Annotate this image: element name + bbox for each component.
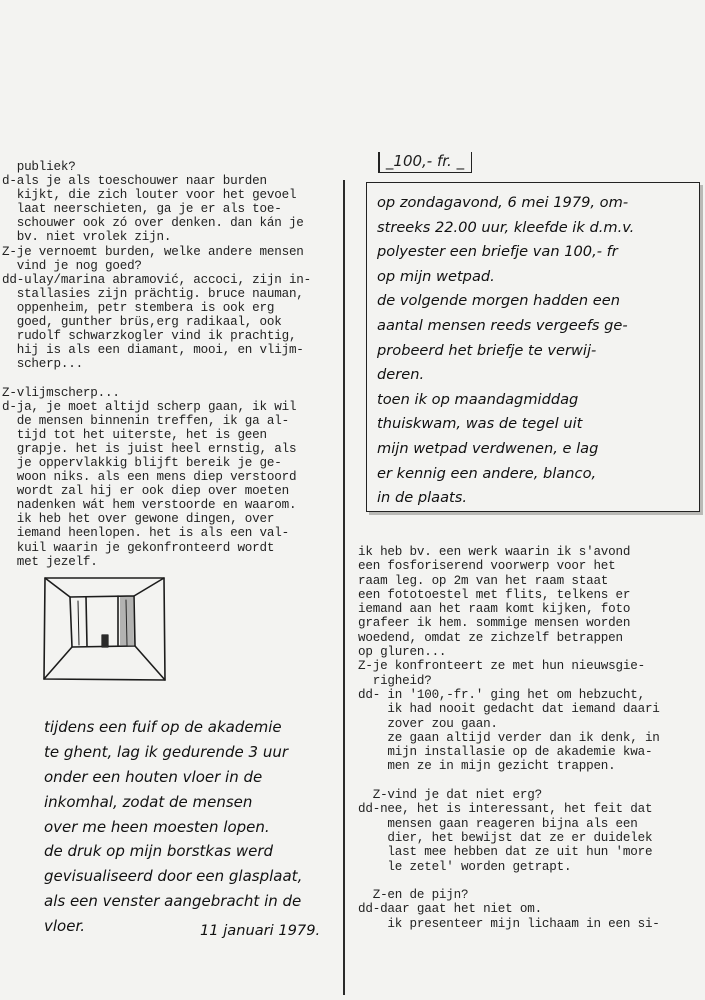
left-text-line: tijd tot het uiterste, het is geen <box>2 427 267 442</box>
left-text-line <box>2 371 311 385</box>
left-text-line: kijkt, die zich louter voor het gevoel <box>2 188 297 203</box>
left-text-line: ik heb het over gewone dingen, over <box>2 512 275 527</box>
right-text-line: le zetel' worden getrapt. <box>358 859 572 874</box>
right-text-line: op gluren... <box>358 645 447 660</box>
box-note-line: op zondagavond, 6 mei 1979, om- <box>377 194 629 211</box>
left-text-line: met jezelf. <box>2 554 98 569</box>
box-note-line: streeks 22.00 uur, kleefde ik d.m.v. <box>377 218 635 236</box>
left-text-line: publiek? <box>2 160 76 174</box>
box-note-line: deren. <box>377 366 425 384</box>
right-text-line: ik heb bv. een werk waarin ik s'avond <box>358 545 631 559</box>
right-text-line: ik presenteer mijn lichaam in een si- <box>358 916 660 931</box>
box-note-line: op mijn wetpad. <box>377 267 495 285</box>
floor-sketch-drawing <box>42 575 168 683</box>
left-text-line: oppenheim, petr stembera is ook erg <box>2 300 275 315</box>
left-text-line: Z-vlijmscherp... <box>2 385 120 400</box>
right-text-line: righeid? <box>358 673 432 688</box>
right-text-line: ik had nooit gedacht dat iemand daari <box>358 702 660 717</box>
box-note-line: in de plaats. <box>377 489 467 507</box>
box-note-line: polyester een briefje van 100,- fr <box>377 243 618 261</box>
right-text-line: dd-nee, het is interessant, het feit dat <box>358 802 653 817</box>
caption-line: over me heen moesten lopen. <box>44 817 270 836</box>
caption-line: de druk op mijn borstkas werd <box>44 842 274 861</box>
right-text-line: Z-vind je dat niet erg? <box>358 788 542 803</box>
caption-line: vloer. <box>44 917 86 936</box>
price-label: _100,- fr. _ <box>378 150 472 173</box>
left-text-line: iemand heenlopen. het is als een val- <box>2 526 289 541</box>
box-note-line: er kennig een andere, blanco, <box>377 464 597 482</box>
left-text-line: goed, gunther brüs,erg radikaal, ook <box>2 315 282 330</box>
right-text-line: woedend, omdat ze zichzelf betrappen <box>358 630 623 645</box>
left-text-line: scherp... <box>2 357 83 372</box>
box-note-line: mijn wetpad verdwenen, e lag <box>377 439 599 457</box>
left-text-line: vind je nog goed? <box>2 258 142 273</box>
box-note-line: probeerd het briefje te verwij- <box>377 341 597 359</box>
right-text-line: men ze in mijn gezicht trappen. <box>358 759 616 774</box>
caption-line: te ghent, lag ik gedurende 3 uur <box>44 742 289 761</box>
left-text-line: d-ja, je moet altijd scherp gaan, ik wil <box>2 399 297 414</box>
right-text-line: last mee hebben dat ze uit hun 'more <box>358 845 653 860</box>
left-text-line: je oppervlakkig blijft bereik je ge- <box>2 455 282 470</box>
caption-date: 11 januari 1979. <box>200 922 321 939</box>
caption-line: tijdens een fuif op de akademie <box>44 718 282 736</box>
right-text-line: een fosforiserend voorwerp voor het <box>358 559 616 574</box>
left-text-line: d-als je als toeschouwer naar burden <box>2 174 267 189</box>
box-note-line: de volgende morgen hadden een <box>377 292 620 310</box>
caption-line: inkomhal, zodat de mensen <box>44 792 253 811</box>
right-text-line: dd- in '100,-fr.' ging het om hebzucht, <box>358 687 645 702</box>
right-text-line: zover zou gaan. <box>358 716 498 731</box>
right-text-line <box>358 774 660 788</box>
box-note-line: thuiskwam, was de tegel uit <box>377 415 583 433</box>
left-text-line: wordt zal hij er ook diep over moeten <box>2 484 289 499</box>
right-text-line: ze gaan altijd verder dan ik denk, in <box>358 730 660 745</box>
left-text-line: kuil waarin je gekonfronteerd wordt <box>2 540 275 555</box>
room-perspective-sketch <box>42 575 168 683</box>
left-text-line: bv. niet vrolek zijn. <box>2 230 172 245</box>
right-text-line: Z-je konfronteert ze met hun nieuwsgie- <box>358 659 645 674</box>
left-text-line: schouwer ook zó over denken. dan kán je <box>2 216 304 231</box>
box-note-text <box>377 191 634 511</box>
handwritten-caption <box>44 715 302 939</box>
right-text-line: dd-daar gaat het niet om. <box>358 902 542 917</box>
left-text-line: dd-ulay/marina abramović, accoci, zijn in- <box>2 272 312 287</box>
interview-text-right <box>358 545 660 931</box>
left-text-line: laat neerschieten, ga je er als toe- <box>2 202 282 217</box>
caption-line: als een venster aangebracht in de <box>44 892 302 911</box>
box-note-line: toen ik op maandagmiddag <box>377 390 579 408</box>
left-text-line: hij is als een diamant, mooi, en vlijm- <box>2 343 304 358</box>
caption-line: onder een houten vloer in de <box>44 767 263 786</box>
right-text-line: Z-en de pijn? <box>358 888 469 903</box>
handwritten-note-box <box>366 182 700 512</box>
right-text-line <box>358 874 660 888</box>
right-text-line: iemand aan het raam komt kijken, foto <box>358 602 631 617</box>
left-text-line: de mensen binnenin treffen, ik ga al- <box>2 413 289 428</box>
left-text-line: grapje. het is juist heel ernstig, als <box>2 441 297 456</box>
right-text-line: mijn installasie op de akademie kwa- <box>358 745 653 760</box>
caption-line: gevisualiseerd door een glasplaat, <box>44 867 303 886</box>
left-text-line: stallasies zijn prächtig. bruce nauman, <box>2 286 304 301</box>
right-text-line: een fototoestel met flits, telkens er <box>358 587 631 602</box>
right-text-line: dier, het bewijst dat ze er duidelek <box>358 830 653 845</box>
left-text-line: woon niks. als een mens diep verstoord <box>2 470 297 485</box>
box-note-line: aantal mensen reeds vergeefs ge- <box>377 316 628 334</box>
right-text-line: grafeer ik hem. sommige mensen worden <box>358 616 631 631</box>
right-text-line: raam leg. op 2m van het raam staat <box>358 573 609 588</box>
column-divider <box>343 180 345 995</box>
right-text-line: mensen gaan reageren bijna als een <box>358 816 638 831</box>
left-text-line: nadenken wát hem verstoorde en waarom. <box>2 498 297 513</box>
left-text-line: rudolf schwarzkogler vind ik prachtig, <box>2 329 297 344</box>
left-text-line: Z-je vernoemt burden, welke andere mensen <box>2 244 304 259</box>
interview-text-left <box>2 160 311 569</box>
